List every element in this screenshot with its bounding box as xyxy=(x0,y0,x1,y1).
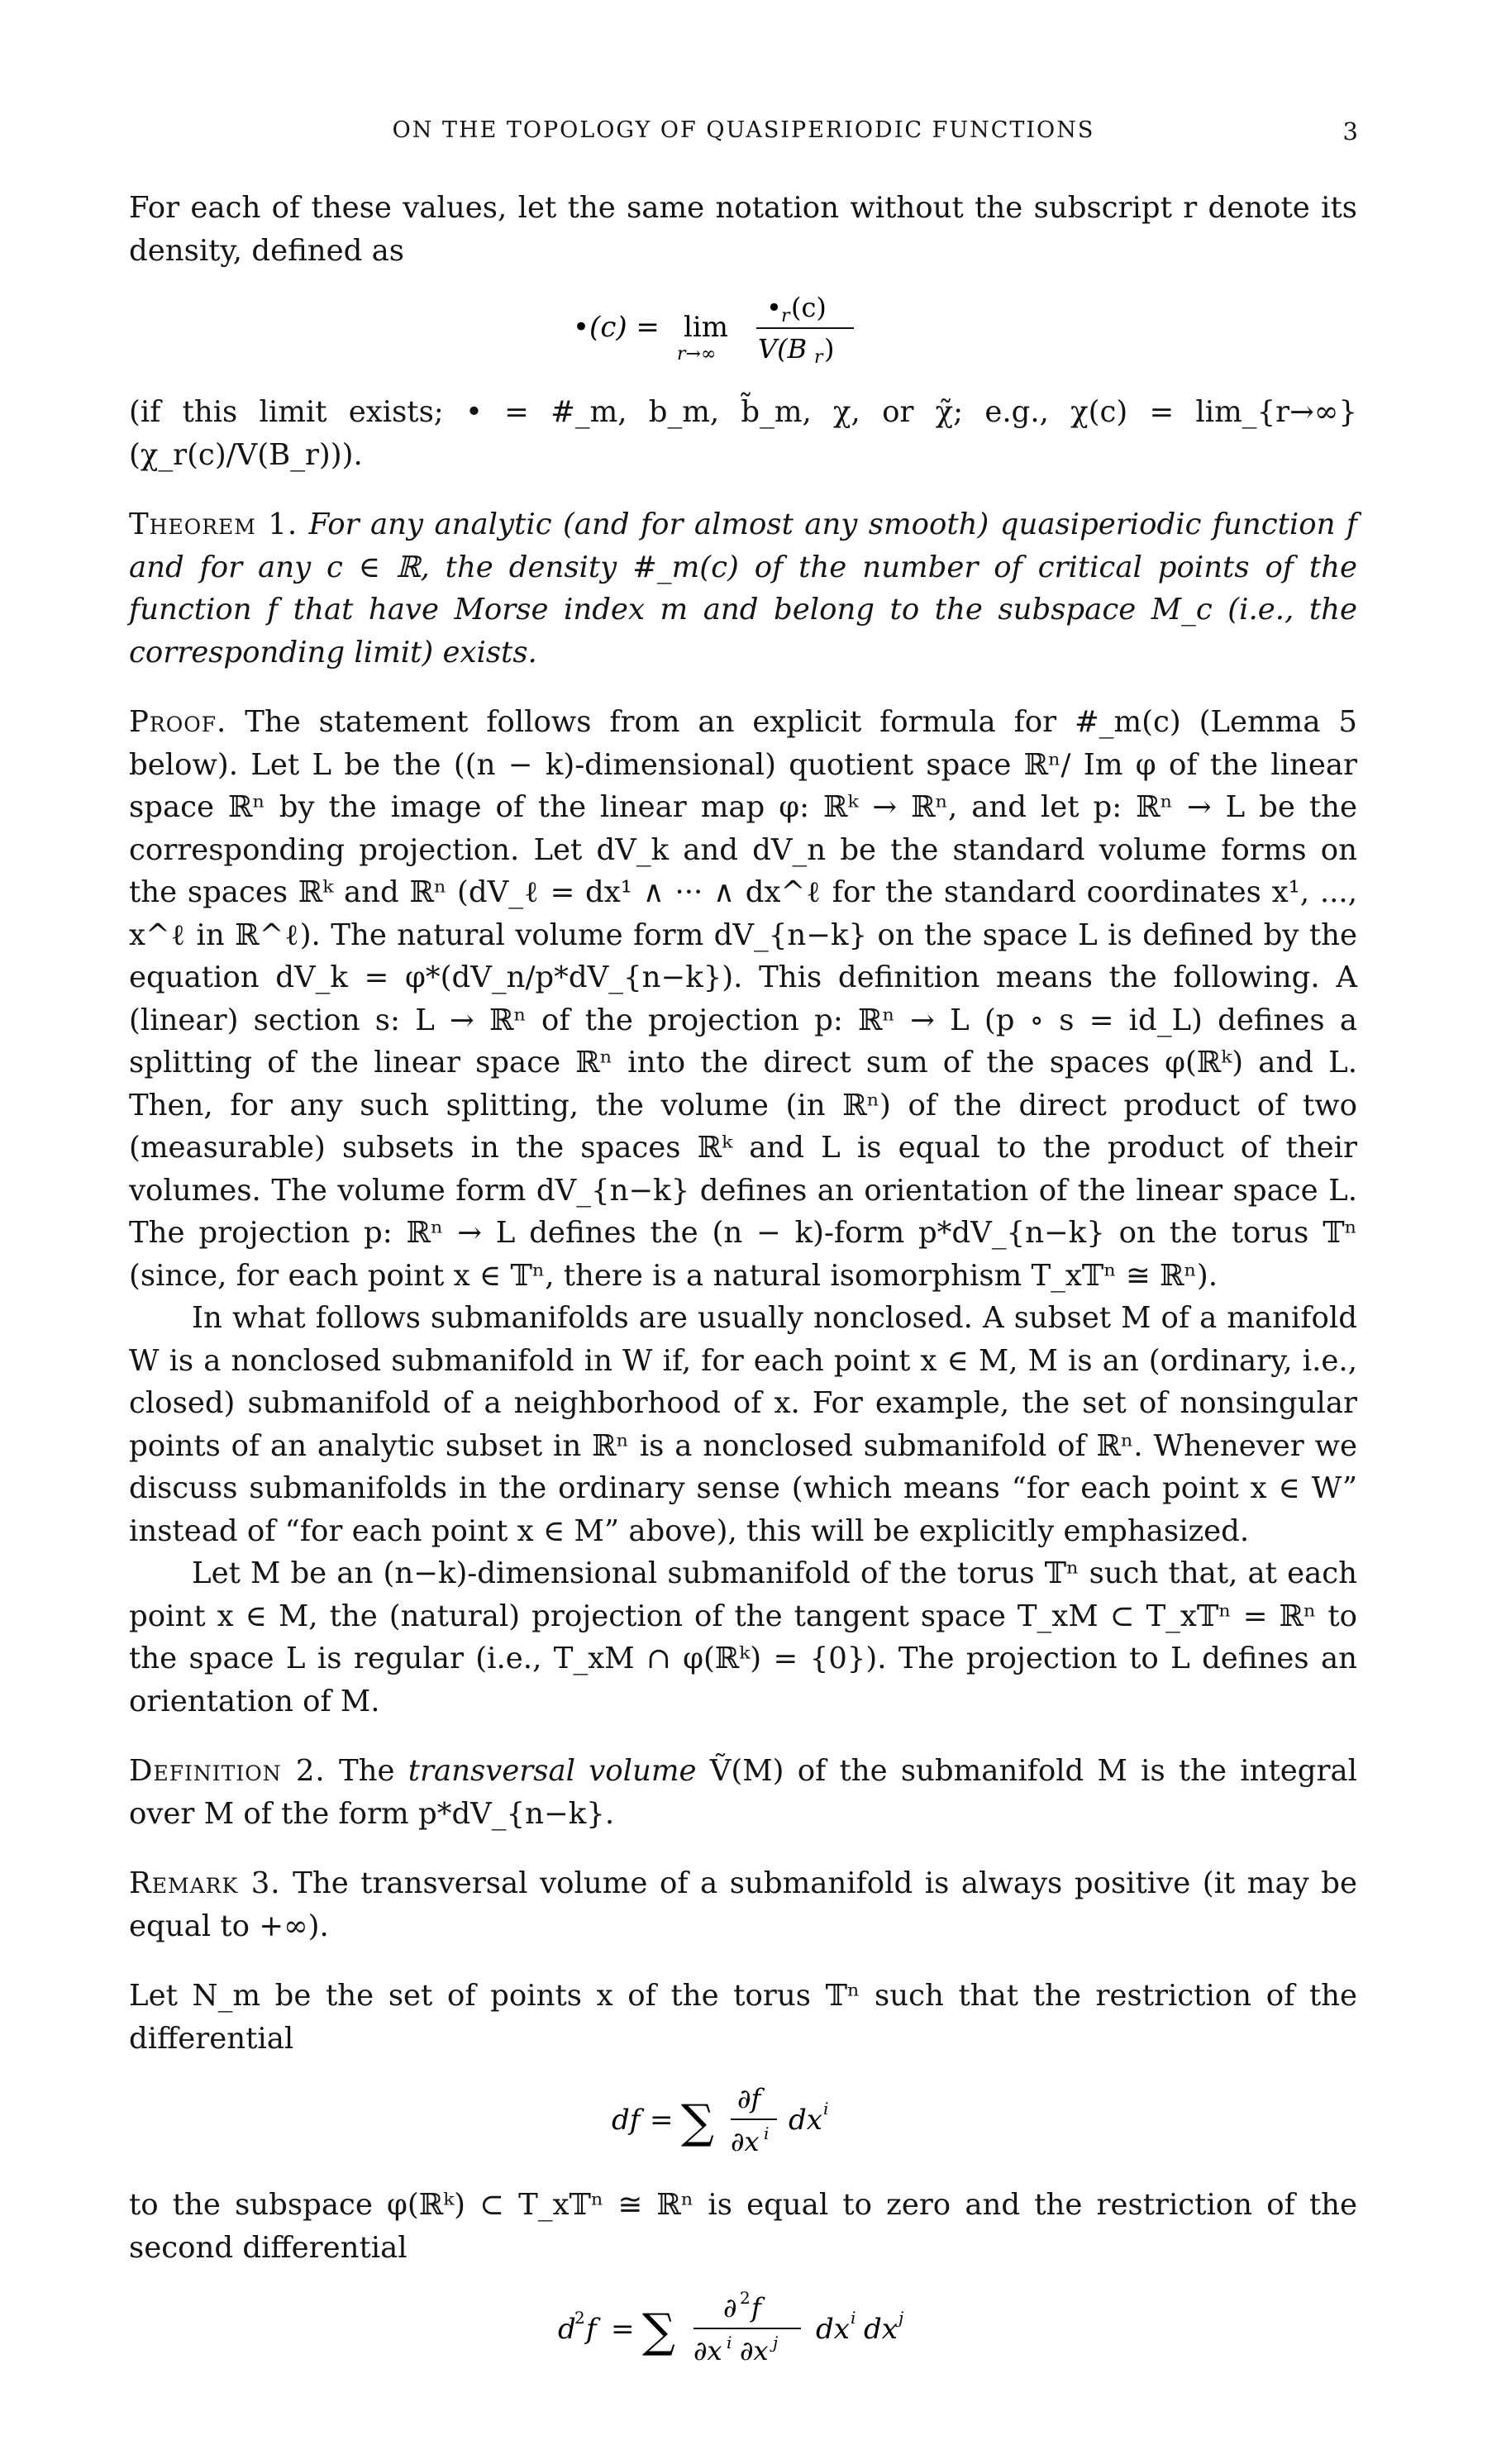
svg-text:•(c) =: •(c) = xyxy=(573,311,660,344)
remark-label: Remark 3. xyxy=(129,1866,281,1900)
svg-text:∂x: ∂x xyxy=(731,2126,760,2157)
paragraph-nonclosed: In what follows submanifolds are usually nonclosed. A subset M of a manifold W is a nonclosed submanifold in W if, for each point x ∈ M, M is an (ordinary, i.e., closed) submanifold of a neighborhood of x. For example, the set of nonsingular points of an analytic subset in ℝⁿ is a nonclosed submanifold of ℝⁿ. Whenever we discuss submanifolds in the ordinary sense (which means “for each point x ∈ W” instead of “for each point x ∈ M” above), this will be explicitly emphasized. xyxy=(129,1301,1357,1548)
svg-text:df: df xyxy=(612,2104,641,2137)
proof xyxy=(129,701,1357,1297)
equation-d2f-graphic xyxy=(553,2284,933,2381)
paragraph-subspace: to the subspace φ(ℝᵏ) ⊂ T_x𝕋ⁿ ≅ ℝⁿ is equal to zero and the restriction of the second differential xyxy=(129,2188,1357,2265)
svg-text:r: r xyxy=(781,306,790,326)
svg-text:i: i xyxy=(823,2099,829,2118)
paragraph-limit-note: (if this limit exists; • = #_m, b_m, b̃_m, χ, or χ̃; e.g., χ(c) = lim_{r→∞}(χ_r(c)/V(B_r))). xyxy=(129,395,1357,472)
svg-text:2: 2 xyxy=(574,2308,585,2328)
svg-text:d: d xyxy=(558,2313,576,2346)
svg-text:∂x: ∂x xyxy=(693,2335,722,2366)
svg-text:dx: dx xyxy=(789,2104,822,2137)
paragraph-let-m: Let M be an (n−k)-dimensional submanifold of the torus 𝕋ⁿ such that, at each point x ∈ M, the (natural) projection of the tangent space T_xM ⊂ T_x𝕋ⁿ = ℝⁿ to the space L is regular (i.e., T_xM ∩ φ(ℝᵏ) = {0}). The projection to L defines an orientation of M. xyxy=(129,1556,1357,1718)
remark-3 xyxy=(129,1862,1357,1947)
svg-text:): ) xyxy=(824,333,835,365)
equation-df xyxy=(129,2075,1357,2172)
svg-text:j: j xyxy=(898,2308,904,2328)
svg-text:f: f xyxy=(751,2292,761,2323)
svg-text:∂x: ∂x xyxy=(740,2335,769,2366)
paragraph-nm: Let N_m be the set of points x of the torus 𝕋ⁿ such that the restriction of the differential xyxy=(129,1979,1357,2056)
theorem-label: Theorem 1. xyxy=(129,508,298,541)
svg-text:2: 2 xyxy=(740,2288,751,2308)
proof-label: Proof. xyxy=(129,705,227,739)
definition-text-b: Ṽ(M) of the submanifold M is the integral over M of the form p*dV_{n−k}. xyxy=(129,1754,1357,1831)
theorem-1 xyxy=(129,503,1357,674)
svg-text:∑: ∑ xyxy=(642,2304,675,2358)
svg-text:∂: ∂ xyxy=(723,2292,737,2323)
page-body xyxy=(129,187,1357,2393)
page-header xyxy=(129,117,1358,154)
svg-text:=: = xyxy=(611,2313,635,2346)
equation-df-graphic xyxy=(607,2075,879,2172)
svg-text:f: f xyxy=(586,2313,597,2346)
equation-density-graphic xyxy=(570,287,917,379)
svg-text:∑: ∑ xyxy=(681,2095,714,2149)
svg-text:dx: dx xyxy=(864,2313,898,2346)
svg-text:r: r xyxy=(814,347,823,368)
equation-d2f xyxy=(129,2284,1357,2381)
svg-text:j: j xyxy=(773,2333,779,2352)
svg-text:=: = xyxy=(650,2104,674,2137)
definition-text-a: The xyxy=(338,1754,395,1788)
paragraph-density: For each of these values, let the same notation without the subscript r denote its density, defined as xyxy=(129,191,1357,268)
definition-term: transversal volume xyxy=(407,1754,697,1788)
svg-text:∂f: ∂f xyxy=(737,2083,761,2114)
svg-text:lim: lim xyxy=(684,311,728,344)
theorem-text: For any analytic (and for almost any smooth) quasiperiodic function f and for any c ∈ ℝ, the density #_m(c) of the number of critical points of the function f that have Morse index m and belong to the subspace M_c (i.e., the corresponding limit) exists. xyxy=(129,508,1357,670)
svg-text:•: • xyxy=(766,292,782,323)
svg-text:i: i xyxy=(851,2308,856,2328)
svg-text:(c): (c) xyxy=(791,292,827,323)
remark-text: The transversal volume of a submanifold is always positive (it may be equal to +∞). xyxy=(129,1866,1357,1943)
svg-text:V(B: V(B xyxy=(758,333,808,365)
svg-text:r→∞: r→∞ xyxy=(677,344,717,365)
definition-2 xyxy=(129,1750,1357,1835)
definition-label: Definition 2. xyxy=(129,1754,326,1788)
running-head: ON THE TOPOLOGY OF QUASIPERIODIC FUNCTIONS xyxy=(392,117,1095,143)
page-number: 3 xyxy=(1342,117,1358,145)
svg-text:i: i xyxy=(764,2123,770,2143)
svg-text:i: i xyxy=(727,2333,732,2352)
proof-text: The statement follows from an explicit formula for #_m(c) (Lemma 5 below). Let L be the ((n − k)-dimensional) quotient space ℝⁿ/ Im φ of the linear space ℝⁿ by the image of the linear map φ: ℝᵏ → ℝⁿ, and let p: ℝⁿ → L be the corresponding projection. Let dV_k and dV_n be the standard volume forms on the spaces ℝᵏ and ℝⁿ (dV_ℓ = dx¹ ∧ ··· ∧ dx^ℓ for the standard coordinates x¹, ..., x^ℓ in ℝ^ℓ). The natural volume form dV_{n−k} on the space L is defined by the equation dV_k = φ*(dV_n/p*dV_{n−k}). This definition means the following. A (linear) section s: L → ℝⁿ of the projection p: ℝⁿ → L (p ∘ s = id_L) defines a splitting of the linear space ℝⁿ into the direct sum of the spaces φ(ℝᵏ) and L. Then, for any such splitting, the volume (in ℝⁿ) of the direct product of two (measurable) subsets in the spaces ℝᵏ and L is equal to the product of their volumes. The volume form dV_{n−k} defines an orientation of the linear space L. The projection p: ℝⁿ → L defines the (n − k)-form p*dV_{n−k} on the torus 𝕋ⁿ (since, for each point x ∈ 𝕋ⁿ, there is a natural isomorphism T_x𝕋ⁿ ≅ ℝⁿ). xyxy=(129,705,1357,1293)
equation-density xyxy=(129,287,1357,379)
svg-text:dx: dx xyxy=(816,2313,850,2346)
